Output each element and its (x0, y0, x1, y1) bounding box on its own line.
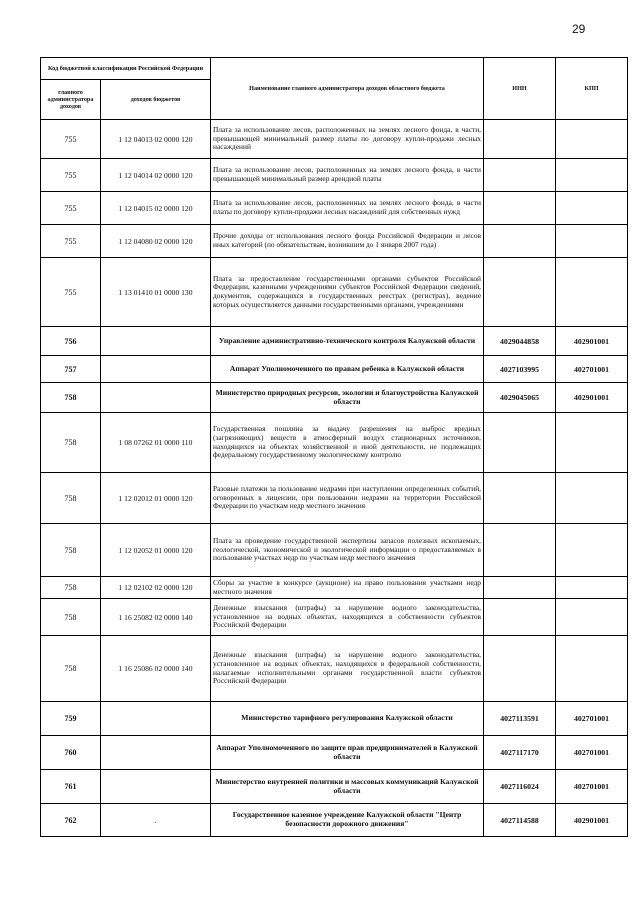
income-code-cell (101, 383, 211, 413)
kpp-cell: 402901001 (556, 327, 628, 356)
kpp-cell (556, 159, 628, 192)
kpp-cell: 402701001 (556, 736, 628, 770)
admin-code-cell: 755 (41, 159, 101, 192)
admin-code-cell: 758 (41, 473, 101, 524)
income-code-cell (101, 356, 211, 383)
income-code-cell: . (101, 804, 211, 837)
kpp-cell (556, 413, 628, 473)
agency-row (41, 770, 628, 804)
table-row (41, 120, 628, 159)
kpp-cell (556, 577, 628, 599)
inn-cell (484, 192, 556, 225)
inn-cell (484, 413, 556, 473)
name-cell: Плата за использование лесов, расположенных на землях лесного фонда, в части, превышающей минимальный размер платы по договору купли-продажи лесных насаждений (211, 120, 484, 159)
inn-cell (484, 225, 556, 258)
admin-code-cell: 755 (41, 120, 101, 159)
inn-cell (484, 258, 556, 327)
kpp-cell (556, 636, 628, 702)
table-row (41, 192, 628, 225)
inn-cell (484, 473, 556, 524)
header-income: доходов бюджетов (101, 80, 211, 120)
income-code-cell: 1 12 04013 02 0000 120 (101, 120, 211, 159)
kpp-cell: 402701001 (556, 356, 628, 383)
table-row (41, 258, 628, 327)
admin-code-cell: 762 (41, 804, 101, 837)
income-code-cell: 1 12 02102 02 0000 120 (101, 577, 211, 599)
table-row (41, 636, 628, 702)
inn-cell: 4027117170 (484, 736, 556, 770)
kpp-cell (556, 599, 628, 636)
table-row (41, 599, 628, 636)
name-cell: Плата за проведение государственной экспертизы запасов полезных ископаемых, геологической, экономической и экологической информации о предоставляемых в пользование участках недр по участкам недр местного значения (211, 524, 484, 577)
name-cell: Разовые платежи за пользование недрами при наступлении определенных событий, оговоренных в лицензии, при пользовании недрами на территории Российской Федерации по участкам недр местного значения (211, 473, 484, 524)
admin-code-cell: 758 (41, 524, 101, 577)
inn-cell (484, 120, 556, 159)
name-cell: Плата за предоставление государственными органами субъектов Российской Федерации, казенными учреждениями субъектов Российской Федерации сведений, документов, содержащихся в государственных реестрах (регистрах), ведение которых осуществляется данными государственными органами, учреждениями (211, 258, 484, 327)
admin-code-cell: 760 (41, 736, 101, 770)
name-cell: Сборы за участие в конкурсе (аукционе) на право пользования участками недр местного значения (211, 577, 484, 599)
agency-row (41, 327, 628, 356)
agency-row (41, 383, 628, 413)
agency-row (41, 804, 628, 837)
income-code-cell: 1 12 04014 02 0000 120 (101, 159, 211, 192)
income-code-cell: 1 12 04015 02 0000 120 (101, 192, 211, 225)
income-code-cell: 1 12 04080 02 0000 120 (101, 225, 211, 258)
admin-code-cell: 758 (41, 577, 101, 599)
name-cell: Государственное казенное учреждение Калужской области "Центр безопасности дорожного движения" (211, 804, 484, 837)
table-row (41, 159, 628, 192)
admin-code-cell: 758 (41, 599, 101, 636)
kpp-cell: 402701001 (556, 770, 628, 804)
table-row (41, 577, 628, 599)
admin-code-cell: 757 (41, 356, 101, 383)
name-cell: Управление административно-технического контроля Калужской области (211, 327, 484, 356)
income-code-cell (101, 702, 211, 736)
name-cell: Аппарат Уполномоченного по защите прав предпринимателей в Калужской области (211, 736, 484, 770)
kpp-cell (556, 524, 628, 577)
inn-cell (484, 524, 556, 577)
kpp-cell: 402901001 (556, 804, 628, 837)
agency-row (41, 356, 628, 383)
agency-row (41, 736, 628, 770)
income-code-cell: 1 12 02012 01 0000 120 (101, 473, 211, 524)
agency-row (41, 702, 628, 736)
name-cell: Государственная пошлина за выдачу разрешения на выброс вредных (загрязняющих) веществ в атмосферный воздух стационарных источников, находящихся на объектах хозяйственной и иной деятельности, не подлежащих федеральному государственному экологическому контролю (211, 413, 484, 473)
income-code-cell (101, 327, 211, 356)
inn-cell: 4027114588 (484, 804, 556, 837)
kpp-cell (556, 225, 628, 258)
name-cell: Аппарат Уполномоченного по правам ребенка в Калужской области (211, 356, 484, 383)
table-row (41, 473, 628, 524)
name-cell: Плата за использование лесов, расположенных на землях лесного фонда, в части платы по договору купли-продажи лесных насаждений для собственных нужд (211, 192, 484, 225)
kpp-cell (556, 120, 628, 159)
admin-code-cell: 758 (41, 413, 101, 473)
admin-code-cell: 758 (41, 383, 101, 413)
admin-code-cell: 755 (41, 192, 101, 225)
name-cell: Министерство внутренней политики и массовых коммуникаций Калужской области (211, 770, 484, 804)
admin-code-cell: 755 (41, 225, 101, 258)
name-cell: Денежные взыскания (штрафы) за нарушение водного законодательства, установленное на водных объектах, находящихся в собственности субъектов Российской Федерации (211, 599, 484, 636)
income-code-cell: 1 16 25086 02 0000 140 (101, 636, 211, 702)
kpp-cell (556, 192, 628, 225)
admin-code-cell: 755 (41, 258, 101, 327)
kpp-cell: 402901001 (556, 383, 628, 413)
header-inn: ИНН (484, 58, 556, 120)
header-code-group: Код бюджетной классификации Российской Федерации (41, 58, 211, 80)
kpp-cell (556, 473, 628, 524)
inn-cell (484, 159, 556, 192)
inn-cell (484, 636, 556, 702)
name-cell: Министерство природных ресурсов, экологии и благоустройства Калужской области (211, 383, 484, 413)
inn-cell: 4027116024 (484, 770, 556, 804)
inn-cell: 4029045065 (484, 383, 556, 413)
name-cell: Денежные взыскания (штрафы) за нарушение водного законодательства, установленное на водных объектах, находящихся в федеральной собственности, налагаемые исполнительными органами государственной власти субъектов Российской Федерации (211, 636, 484, 702)
inn-cell: 4029044858 (484, 327, 556, 356)
income-code-cell (101, 736, 211, 770)
header-kpp: КПП (556, 58, 628, 120)
inn-cell: 4027113591 (484, 702, 556, 736)
admin-code-cell: 759 (41, 702, 101, 736)
income-code-cell: 1 08 07262 01 0000 110 (101, 413, 211, 473)
header-admin: главного администратора доходов (41, 80, 101, 120)
name-cell: Министерство тарифного регулирования Калужской области (211, 702, 484, 736)
page-number: 29 (572, 22, 586, 36)
kpp-cell: 402701001 (556, 702, 628, 736)
inn-cell (484, 577, 556, 599)
admin-code-cell: 758 (41, 636, 101, 702)
table-row (41, 413, 628, 473)
income-code-cell: 1 12 02052 01 0000 120 (101, 524, 211, 577)
name-cell: Прочие доходы от использования лесного фонда Российской Федерации и лесов иных категорий (по обязательствам, возникшим до 1 января 2007 года) (211, 225, 484, 258)
inn-cell (484, 599, 556, 636)
income-code-cell: 1 13 01410 01 0000 130 (101, 258, 211, 327)
admin-code-cell: 761 (41, 770, 101, 804)
income-code-cell (101, 770, 211, 804)
inn-cell: 4027103995 (484, 356, 556, 383)
header-name: Наименование главного администратора доходов областного бюджета (211, 58, 484, 120)
admin-code-cell: 756 (41, 327, 101, 356)
table-row (41, 524, 628, 577)
table-row (41, 225, 628, 258)
name-cell: Плата за использование лесов, расположенных на землях лесного фонда, в части превышающей минимальный размер арендной платы (211, 159, 484, 192)
budget-classification-table (40, 57, 628, 837)
income-code-cell: 1 16 25082 02 0000 140 (101, 599, 211, 636)
kpp-cell (556, 258, 628, 327)
